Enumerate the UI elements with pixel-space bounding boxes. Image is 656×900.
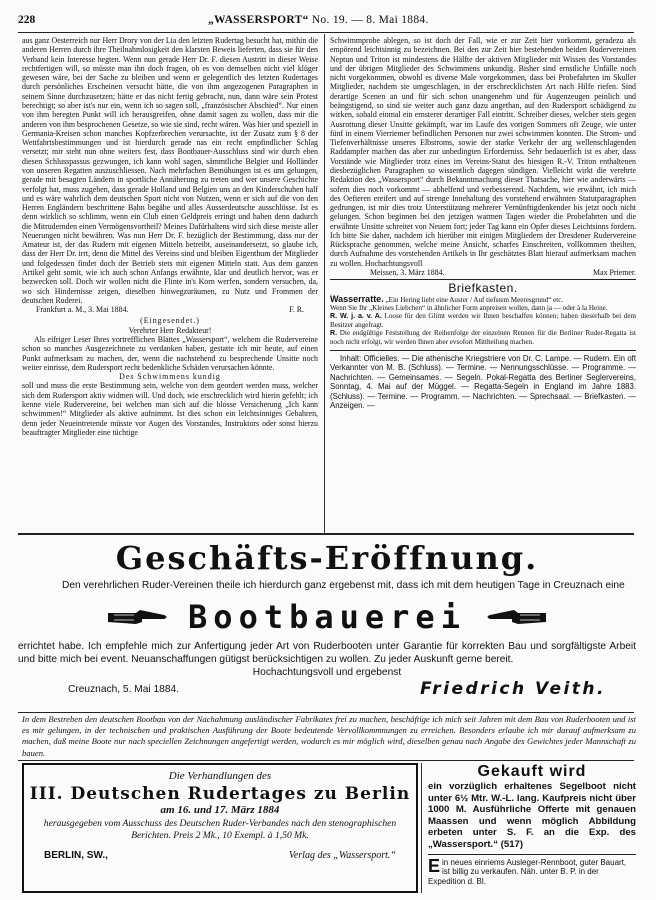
issue-info: No. 19. — 8. Mai 1884. (311, 14, 429, 26)
letter-signature (330, 268, 636, 277)
bk2-text: Loose für den Glimt werden wir Ihnen beschaffen können; haben dieserhalb bei dem Besitzer angefragt. (330, 312, 636, 329)
letter-subheading: Des Schwimmens kundig (119, 372, 221, 382)
letter-body-continued: soll und muss die erste Bestimmung sein, welche von dem geordert werden muss, welcher sich dem Rudersport aktiv widmen will. Und doch, wie erschrecklich wird hierin gefehlt; ich kenne viele Rudervereine, bei welchen man sich auf die blosse Versicherung „Ich kann schwimmen!“ Mitglieder als aktive aufnimmt. Ist dies schon ein leichtsinniges Gebahren, denn jeder Neueintretende müsste vor Augen des Vorstandes, Instruktors oder sonst hierzu beauftragter Mitglieder eine tüchtige (22, 381, 318, 437)
ad-headline: Geschäfts-Eröffnung. (115, 539, 539, 577)
proceedings-advertisement (22, 763, 418, 893)
briefkasten-rule-top (330, 279, 636, 280)
wanted-advertisement (428, 763, 636, 893)
inhalt-text: Officielles. — Die athenische Kriegstriere von Dr. C. Lampe. — Rudern. Ein oft Verkannter von M. B. (Schluss). — Termine. — Nennungsschlüsse. — Programme. — Nachrichten. — Gemeinsames. — Segeln. Pokal-Regatta des Berliner Seglervereins, Sonntag, 4. Mai auf der Müggel. — Regatta-Segeln in England im Jahre 1883. (Schluss). — Termine. — Programm. — Nachrichten. — Sprechsaal. — Briefkasten. — Anzeigen. — (330, 354, 636, 411)
bk3-text: Die endgültige Feststellung der Reihenfolge der einzelnen Rennen für die Berliner Ruder-Regatta ist noch nicht erfolgt, wir werden Ihnen aber evsofort Mittheilung machen. (330, 329, 636, 346)
sale-notice (428, 855, 636, 887)
sale-text: in neues einriems Ausleger-Rennboot, guter Bauart, ist billig zu verkaufen. Näh. unter B. P. in der Expedition d. Bl. (428, 857, 627, 886)
proceedings-title: III. Deutschen Rudertages zu Berlin (29, 784, 411, 804)
letter-sign-name: Max Priemer. (593, 268, 636, 278)
ad-signature: Friedrich Veith. (420, 679, 606, 699)
proceedings-details: herausgegeben vom Ausschuss des Deutschen Ruder-Verbandes nach den stenographischen Berichten. Preis 2 Mk., 10 Exempl. à 1,50 Mk. (43, 818, 397, 841)
pointing-hand-right-icon (106, 607, 170, 627)
right-column (330, 36, 636, 532)
proceedings-footer (24, 850, 416, 861)
letter-salutation: Verehrter Herr Redakteur! (128, 325, 212, 335)
inhalt-rule (330, 350, 636, 351)
ad-signature-row (18, 679, 636, 699)
bk1-verse: „Ein Hering liebt eine Auster / Auf tiefstem Meeresgrund“ etc. (385, 295, 564, 304)
briefkasten-entry-1 (330, 295, 636, 304)
signature-initials: F. R. (289, 305, 304, 315)
ad-body: errichtet habe. Ich empfehle mich zur Anfertigung jeder Art von Ruderbooten unter Garantie für korrekten Bau und sorgfältigste Arbeit und bitte mich bei event. Neuanschaffungen gütigst berücksichtigen zu wollen. Zu jeder Auskunft gerne bereit. (18, 641, 636, 665)
product-row (18, 598, 636, 636)
pointing-hand-left-icon (484, 607, 548, 627)
letter-body: Als eifriger Leser Ihres vortrefflichen Blattes „Wassersport“, welchem die Rudervereine schon so manches Ausgezeichnete zu verdanken haben, gestatte ich mir heute, auf einen Punkt aufmerksam zu machen, der, wenn die nachstehend zu besprechende Unsitte noch weiter einrisse, dem Rudersport recht bedenkliche Schäden verursachen könnte. (22, 335, 318, 372)
ad-column-divider (421, 763, 422, 893)
ad-note: In dem Bestreben den deutschen Bootbau von der Nachahmung ausländischer Fabrikates frei zu machen, beschäftige ich mich seit Jahren mit dem Bau von Ruderbooten und ist es mir gelungen, in der technischen und praktischen Ausführung der Boote bedeutende Vervollkommnungen zu erreichen. Besonders erlaube ich mir darauf aufmerksam zu machen, daß meine Boote nur nach speciellen Zeichnungen angefertigt werden, wodurch es mir möglich wird, dieselben genau nach Angabe des Gewichtes jeder Mannschaft zu bauen. (22, 714, 636, 758)
boatyard-advertisement (18, 535, 636, 713)
header-rule (18, 32, 634, 33)
briefkasten-entry-2 (330, 312, 636, 329)
left-column (22, 36, 318, 532)
article-signature (22, 305, 318, 314)
ad-rule (18, 712, 634, 713)
publication-title (208, 14, 429, 26)
page-header (18, 14, 634, 30)
ad-closing: Hochachtungsvoll und ergebenst (252, 667, 402, 678)
proceedings-dates: am 16. und 17. März 1884 (160, 804, 280, 816)
wanted-title: Gekauft wird (477, 763, 587, 780)
letter-sign-place: Meissen, 3. März 1884. (370, 268, 445, 278)
proceedings-line-1: Die Verhandlungen des (168, 770, 272, 782)
briefkasten-entry-1-more: Wenn Sie Ihr „Kleines Liebchen“ in ähnlicher Form anpreisen wollen, dann ja — oder à la Heine. (330, 304, 608, 312)
signature-place: Frankfurt a. M., 3. Mai 1884. (36, 305, 129, 315)
briefkasten-entry-3 (330, 329, 636, 346)
proceedings-publisher: Verlag des „Wassersport.“ (288, 850, 396, 861)
bk3-name: R. (330, 329, 338, 338)
article-continuation: aus ganz Oesterreich nur Herr Drory von der Lia den letzten Rudertag besucht hat, mithin die anderen Herren durch ihre Theilnahmlosigkeit den klarsten Beweis lieferten, dass sie für den Verband kein Interesse hegten. Wenn nun gerade Herr Dr. F. diesen Austritt in dieser Weise rechtfertigen will, so müsste man ihn doch fragen, ob es von demselben nicht viel klüger gewesen wäre, bei der Sache zu bleiben und wenn er gelegentlich des letzten Rudertages durch persönliches Erscheinen versucht hätte, die von ihm angezogenen Paragraphen in seinem Sinne durchzusetzen; hätte er das nicht fertig gebracht, nun, dann wäre sein Protest berechtigt; so aber ist's nur ein, wenn ich so sagen soll, „französischer Abschied“. Nur einen von ihm beregten Punkt will ich herausgreifen, ohne damit sagen zu wollen, dass mir die anderen von ihm besprochenen Gesetze, so wie sie sind, recht wären. Was hier und speziell in Germania-Kreisen schon manches Kopfzerbrechen verursachte, ist der Zusatz zum § 8 der Wettfahrtsbestimmungen und ist hierdurch gerade nas ein recht empfindlicher Schlag versetzt; mir steht nun ohne weiters fest, dass Bootbauer-Ausschluss sind wir durch eben diesen Schlusspassus gezwungen, ich kann wohl sagen, sämmtliche Belgier und Holländer von unseren Regatten auszuschliessen. Nach mehrfachen Bemühungen ist es uns gelungen, gerade mit besagten Ländern in sportliche Annäherung zu treten und wer unsere Geschichte verfolgt hat, muss zugeben, dass gerade Holland und Belgien uns an den Kinderschuhen half und es wäre wahrlich dem deutschen Sport nicht von Nutzen, wenn er sich auf die von den Herren Engländern beschrittene Bahn begäbe und alles Ausserdeutsche ausschlösse. Ist es denn wirklich so schlimm, wenn ein Club einen Geldpreis erringt und haben denn dadurch die Mitrudernden einen Vermögensvortheil? Meines Dafürhaltens wird sich diese meiste aller Neuerungen nicht bewähren. Was nun Herr Dr. F. bezüglich der Bestimmung, dass nur der Amateur ist, der das Rudern mit eigenen Mitteln betreibt, auseinandersetzt, so glaube ich, dass der Herr Dr. irrt, denn die Mittel des Vereins sind und bleiben Eigenthum der Mitglieder und folgedessen findet doch der Betrieb stets mit eigenen Mitteln statt. Aus dem ganzen Artikel geht somit, wie ich auch schon Anfangs erwähnte, klar und deutlich hervor, was er bezwecken soll. Doch wir wollen nicht die Flinte in's Korn werfen, sondern versuchen, da, wo sich Hindernisse zeigen, dieselben hinwegzuräumen, zu Nutz und Frommen der deutschen Ruderei. (22, 36, 318, 305)
wanted-rule (428, 854, 636, 855)
inhalt-label: Inhalt: (340, 354, 362, 364)
bk2-name: R. W. j. a. v. A. (330, 312, 382, 321)
wanted-body: ein vorzüglich erhaltenes Segelboot nicht unter 6½ Mtr. W.-L. lang. Kaufpreis nicht über 1000 M. Ausführliche Offerte mit genauen Maassen und wenn möglich Abbildung erbeten unter S. F. an die Exp. des „Wassersport.“ (517) (428, 781, 636, 850)
submitted-label: (Eingesendet.) (140, 316, 200, 326)
table-of-contents (330, 354, 636, 410)
proceedings-place: BERLIN, SW., (44, 850, 108, 861)
letter-continuation: Schwimmprobe ablegen, so ist doch der Fall, wie er zur Zeit hier vorkommt, geradezu als empörend leichtsinnig zu bezeichnen. Bei den zur Zeit hier bestehenden beiden Rudervereinen Neptun und Triton ist mindestens die Hälfte der aktiven Mitglieder mit Wissen des Vorstandes und der übrigen Mitglieder des Schwimmens unkundig. Bisher sind ernstliche Unfälle noch nicht vorgekommen, obwohl es diverse Male vorgekommen, dass bei Probefahrten im Skuller Mitglieder, nachdem sie umgeschlagen, in der erschrecklichsten Art nach Hilfe riefen. Sind derartige Scenen an und für sich schon unangenehm und für Augenzeugen peinlich und beängstigend, so sind sie weiter auch ganz dazu angethan, auf den Rudersport schädigend zu wirken, sobald einmal ein ernsterer derartiger Fall eintritt. Schreiber dieses, welcher stets gegen Ausrottung dieser Unsitte gekämpft, war im Laufe des vorigen Sommers oft Zeuge, wie unter fünf in einem Vierriemer befindlichen Personen nur zwei schwimmen konnten. Die Strom- und Tiefenverhältnisse unseres Elbstroms, sowie der starke Verkehr der arg wellenschlagenden Raddampfer machen das aber zur unbedingten Erforderniss. Sehr bedauerlich ist es aber, dass Vorstände wie Mitglieder trotz eines im Vereins-Statut des hiesigen R.-V. Triton enthaltenen diesbezüglichen Paragraphen so wissentlich dagegen sündigen. Vielleicht wirkt die verehrte Redaktion des „Wassersport“ durch Bekanntmachung dieser Thatsache, hier wie anderwärts — sofern dies noch vorkommt — abhelfend und verbesserend. Nachdem, wie erwähnt, ich mich des Oefteren ereifert und auf strenge Innehaltung des vorstehend erwähnten Statutparagraphen gedrungen, ist mir dies trotz Unterstützung mehrerer Vernünftigdenkender bis jetzt noch nicht gelungen. Schon beginnen bei den jetzigen warmen Tagen wieder die Probefahrten und die erwähnte Unsitte schreitet von Neuem fort; jeder Tag kann ein Opfer dieses Leichtsinns fordern. Ich bitte Sie daher, nachdem ich hierüber mit einigen Mitgliedern der Dresdener Rudervereine Rücksprache genommen, welche meine Ansicht, scharfes Einschreiten, vollkommen theilten, durch Aufnahme des vorstehenden Artikels in Ihr geschätztes Blatt hierauf aufmerksam machen zu wollen. Hochachtungsvoll (330, 36, 636, 268)
ad-intro: Den verehrlichen Ruder-Vereinen theile ich hierdurch ganz ergebenst mit, dass ich mit dem heutigen Tage in Creuznach eine (62, 580, 625, 591)
ad-place-date: Creuznach, 5. Mai 1884. (68, 683, 179, 695)
ad-note-rule (18, 760, 634, 761)
publication-name: „WASSERSPORT“ (208, 14, 309, 26)
product-name: Bootbauerei (188, 598, 466, 636)
page-number: 228 (18, 14, 36, 26)
bk1-name: Wasserratte. (330, 293, 384, 304)
briefkasten-title: Briefkasten. (448, 281, 518, 296)
column-divider (324, 34, 325, 534)
sale-initial: E (428, 855, 441, 876)
